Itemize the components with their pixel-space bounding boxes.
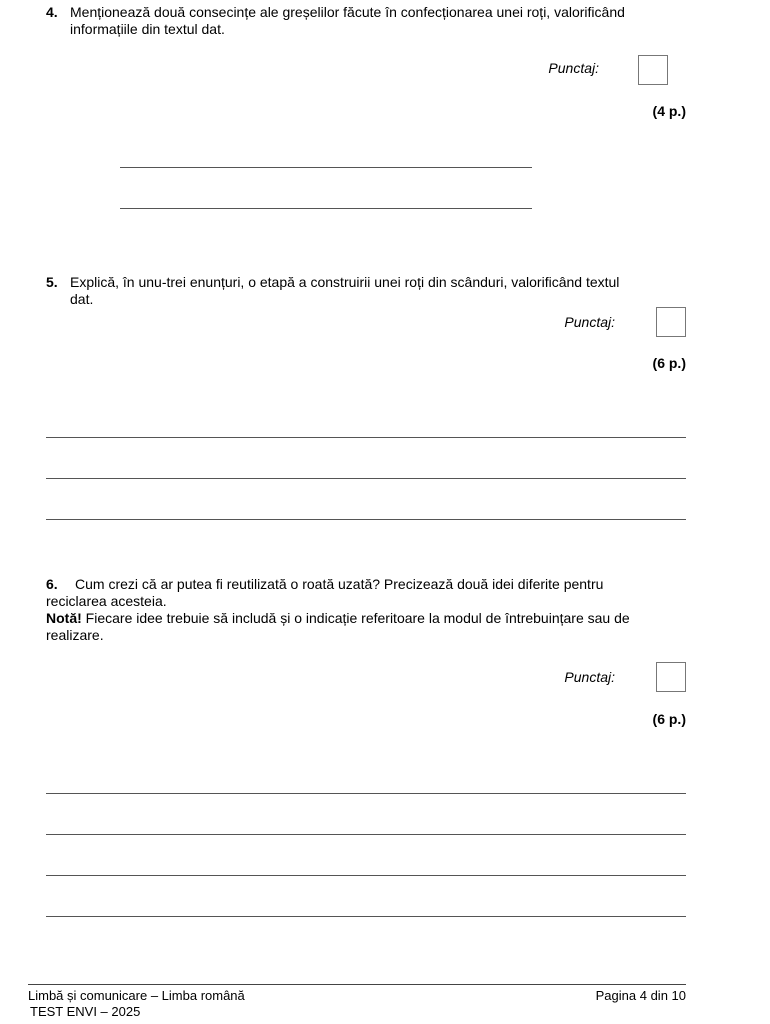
question-4-punctaj-label: Punctaj: [548,60,599,76]
question-5-score-box[interactable] [656,307,686,337]
question-6-line2: reciclarea acesteia. [46,593,167,609]
question-4-text [46,4,686,38]
question-5-answer-line-3[interactable] [46,519,686,520]
question-6-nota-text: Fiecare idee trebuie să includă și o indicație referitoare la modul de întrebuințare sau de [81,610,630,626]
question-4-answer-line-1[interactable] [120,167,532,168]
question-5-answer-line-2[interactable] [46,478,686,479]
question-6-number: 6. [46,576,58,592]
question-5-answer-line-1[interactable] [46,437,686,438]
question-6-points: (6 p.) [652,711,686,727]
question-5-text [46,274,686,308]
question-4-score-box[interactable] [638,55,668,85]
footer-page-number: Pagina 4 din 10 [595,988,686,1003]
question-6-answer-line-1[interactable] [46,793,686,794]
question-6-line1: Cum crezi că ar putea fi reutilizată o roată uzată? Precizează două idei diferite pentru [75,576,604,592]
question-6-punctaj-label: Punctaj: [564,669,615,685]
footer-rule [28,984,686,985]
question-5-line1: Explică, în unu-trei enunțuri, o etapă a construirii unei roți din scânduri, valorificând textul [70,274,620,290]
question-6-answer-line-3[interactable] [46,875,686,876]
question-5-number: 5. [46,274,58,290]
footer-test-name: TEST ENVI – 2025 [30,1004,141,1019]
question-6-nota-label: Notă! [46,610,82,626]
question-5-punctaj-label: Punctaj: [564,314,615,330]
question-4-line1: Menționează două consecințe ale greșelilor făcute în confecționarea unei roți, valorificând [70,4,625,20]
question-6-score-box[interactable] [656,662,686,692]
question-4-answer-line-2[interactable] [120,208,532,209]
question-6-answer-line-2[interactable] [46,834,686,835]
question-6-text [46,576,686,644]
question-6-answer-line-4[interactable] [46,916,686,917]
question-6-nota-line2: realizare. [46,627,104,643]
question-5-line2: dat. [70,291,94,307]
question-4-line2: informațiile din textul dat. [70,21,225,37]
question-5-points: (6 p.) [652,355,686,371]
question-4-points: (4 p.) [652,103,686,119]
question-4-number: 4. [46,4,58,20]
footer-subject: Limbă și comunicare – Limba română [28,988,245,1003]
